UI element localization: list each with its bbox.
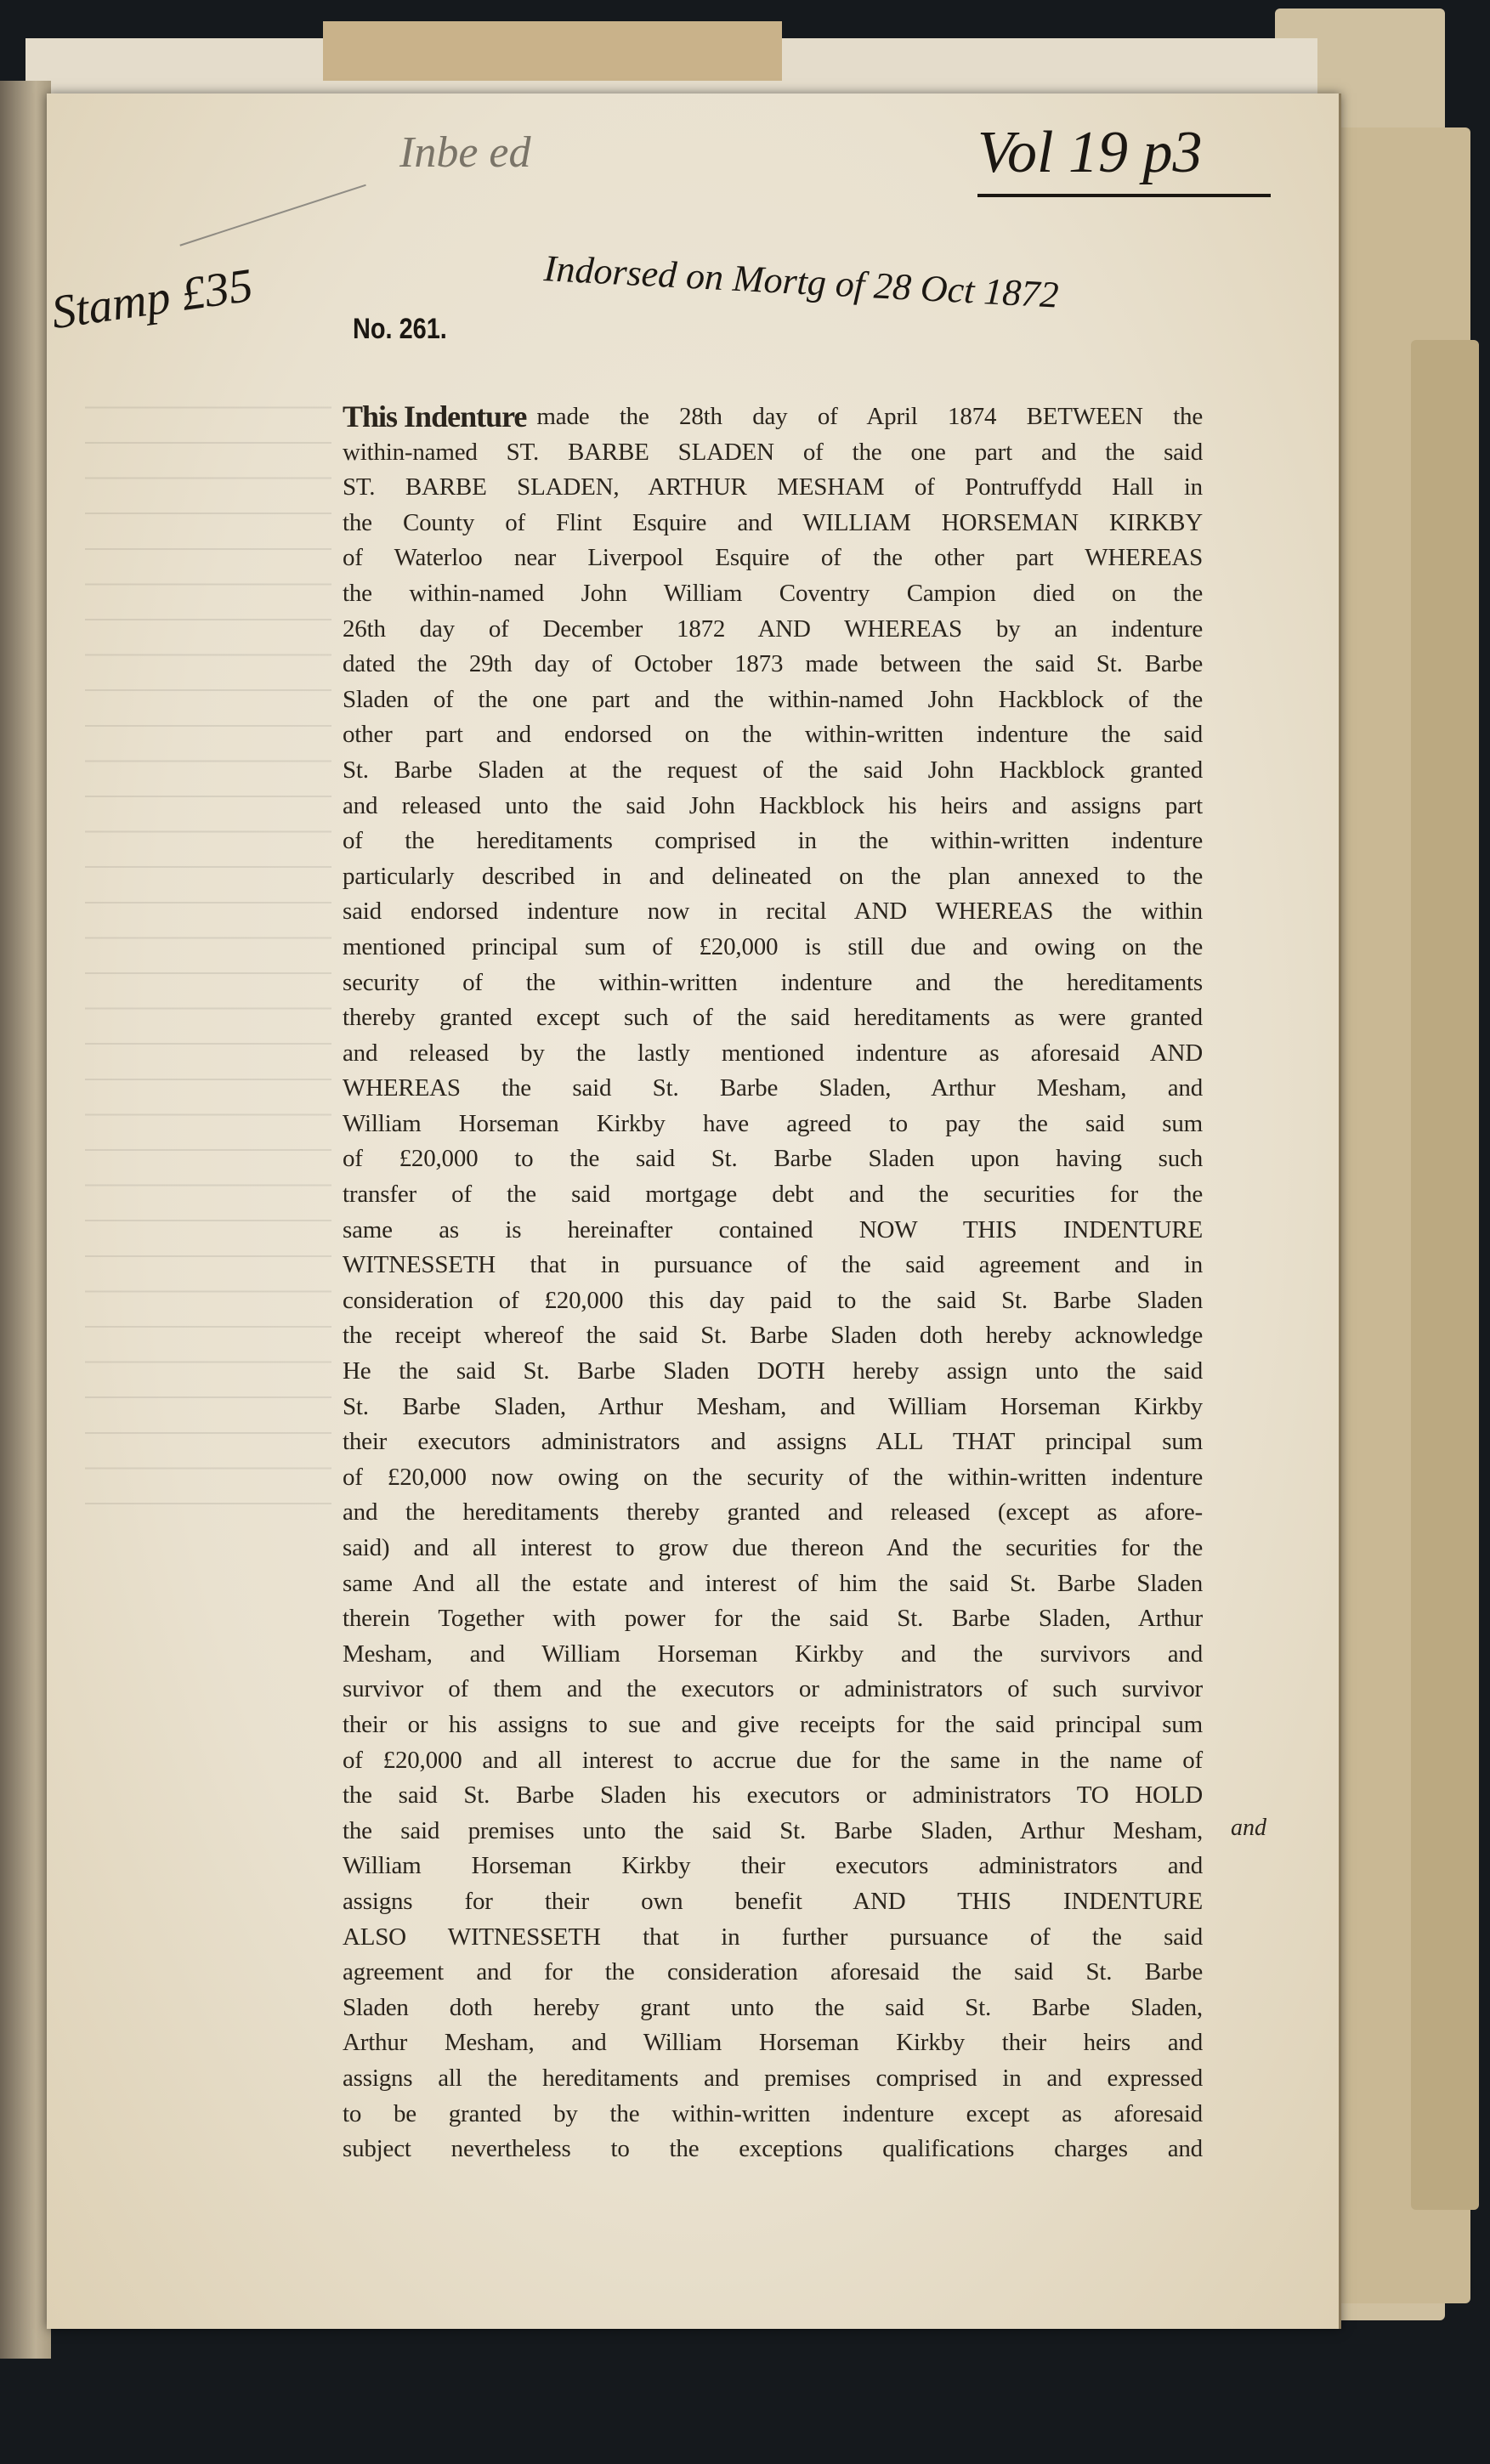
text-line: WITNESSETH that in pursuance of the said agreement and in <box>343 1251 1203 1279</box>
text-line: therein Together with power for the said St. Barbe Sladen, Arthur <box>343 1605 1203 1633</box>
text-line: to be granted by the within-written indenture except as aforesaid <box>343 2099 1203 2127</box>
text-line: the County of Flint Esquire and WILLIAM HORSEMAN KIRKBY <box>343 508 1203 536</box>
margin-insertion: and <box>1231 1815 1266 1841</box>
bleed-through-text <box>85 399 331 1504</box>
text-line: said endorsed indenture now in recital AND WHEREAS the within <box>343 898 1203 926</box>
opening-words: This Indenture <box>343 399 527 433</box>
text-line: and released by the lastly mentioned indenture as aforesaid AND <box>343 1039 1203 1067</box>
text-line: Arthur Mesham, and William Horseman Kirkby their heirs and <box>343 2029 1203 2057</box>
endorsement-note: Indorsed on Mortg of 28 Oct 1872 <box>542 247 1060 316</box>
document-number: No. 261. <box>353 313 447 345</box>
paper-tab <box>323 21 782 81</box>
text-line: consideration of £20,000 this day paid to the said St. Barbe Sladen <box>343 1286 1203 1314</box>
text-line: St. Barbe Sladen, Arthur Mesham, and William Horseman Kirkby <box>343 1392 1203 1420</box>
text-line: of the hereditaments comprised in the within-written indenture <box>343 827 1203 855</box>
text-line <box>343 399 1203 435</box>
text-line: other part and endorsed on the within-written indenture the said <box>343 721 1203 749</box>
volume-underline <box>977 194 1271 197</box>
text-line: the within-named John William Coventry Campion died on the <box>343 579 1203 607</box>
text-line: dated the 29th day of October 1873 made between the said St. Barbe <box>343 650 1203 678</box>
text-line: Sladen of the one part and the within-named John Hackblock of the <box>343 685 1203 713</box>
text-line: assigns for their own benefit AND THIS INDENTURE <box>343 1887 1203 1915</box>
text-line: WHEREAS the said St. Barbe Sladen, Arthur Mesham, and <box>343 1074 1203 1102</box>
text-line: and released unto the said John Hackblock his heirs and assigns part <box>343 791 1203 819</box>
text-line: their executors administrators and assigns ALL THAT principal sum <box>343 1428 1203 1456</box>
text-line: security of the within-written indenture and the hereditaments <box>343 968 1203 996</box>
text-line: Sladen doth hereby grant unto the said St. Barbe Sladen, <box>343 1993 1203 2021</box>
text-line: the receipt whereof the said St. Barbe Sladen doth hereby acknowledge <box>343 1322 1203 1350</box>
text-line: assigns all the hereditaments and premises comprised in and expressed <box>343 2064 1203 2092</box>
text-line: William Horseman Kirkby have agreed to pay the said sum <box>343 1109 1203 1137</box>
volume-reference: Vol 19 p3 <box>977 120 1203 185</box>
stamp-duty-note: Stamp £35 <box>48 258 257 340</box>
indenture-text <box>343 399 1203 2167</box>
text-line: said) and all interest to grow due thereon And the securities for the <box>343 1534 1203 1561</box>
text-line: within-named ST. BARBE SLADEN of the one part and the said <box>343 438 1203 466</box>
text-line: particularly described in and delineated on the plan annexed to the <box>343 862 1203 890</box>
text-line: Mesham, and William Horseman Kirkby and the survivors and <box>343 1640 1203 1668</box>
page-stack-edge <box>1411 340 1479 2210</box>
text-line: ALSO WITNESSETH that in further pursuance of the said <box>343 1923 1203 1951</box>
book-spine <box>0 81 51 2359</box>
text-line: of £20,000 now owing on the security of the within-written indenture <box>343 1463 1203 1491</box>
text-line: their or his assigns to sue and give receipts for the said principal sum <box>343 1710 1203 1738</box>
text-line: the said premises unto the said St. Barbe Sladen, Arthur Mesham, <box>343 1816 1203 1844</box>
text-line: of Waterloo near Liverpool Esquire of the other part WHEREAS <box>343 544 1203 572</box>
text-line: St. Barbe Sladen at the request of the said John Hackblock granted <box>343 756 1203 784</box>
text-line: William Horseman Kirkby their executors administrators and <box>343 1852 1203 1880</box>
text-line-rest: made the 28th day of April 1874 BETWEEN the <box>536 403 1203 430</box>
text-line: thereby granted except such of the said hereditaments as were granted <box>343 1004 1203 1032</box>
text-line: the said St. Barbe Sladen his executors or administrators TO HOLD <box>343 1781 1203 1810</box>
text-line: survivor of them and the executors or administrators of such survivor <box>343 1675 1203 1703</box>
text-line: subject nevertheless to the exceptions qualifications charges and <box>343 2135 1203 2163</box>
text-line: of £20,000 and all interest to accrue due for the same in the name of <box>343 1746 1203 1774</box>
text-line: mentioned principal sum of £20,000 is still due and owing on the <box>343 932 1203 960</box>
text-line: agreement and for the consideration aforesaid the said St. Barbe <box>343 1958 1203 1986</box>
text-line: 26th day of December 1872 AND WHEREAS by an indenture <box>343 615 1203 643</box>
text-line: He the said St. Barbe Sladen DOTH hereby assign unto the said <box>343 1357 1203 1385</box>
pencil-note: Inbe ed <box>399 128 531 177</box>
text-line: same as is hereinafter contained NOW THIS INDENTURE <box>343 1215 1203 1243</box>
text-line: of £20,000 to the said St. Barbe Sladen upon having such <box>343 1145 1203 1173</box>
text-line: transfer of the said mortgage debt and the securities for the <box>343 1181 1203 1209</box>
text-line: and the hereditaments thereby granted and released (except as afore- <box>343 1498 1203 1527</box>
text-line: ST. BARBE SLADEN, ARTHUR MESHAM of Pontruffydd Hall in <box>343 473 1203 501</box>
text-line: same And all the estate and interest of him the said St. Barbe Sladen <box>343 1569 1203 1597</box>
